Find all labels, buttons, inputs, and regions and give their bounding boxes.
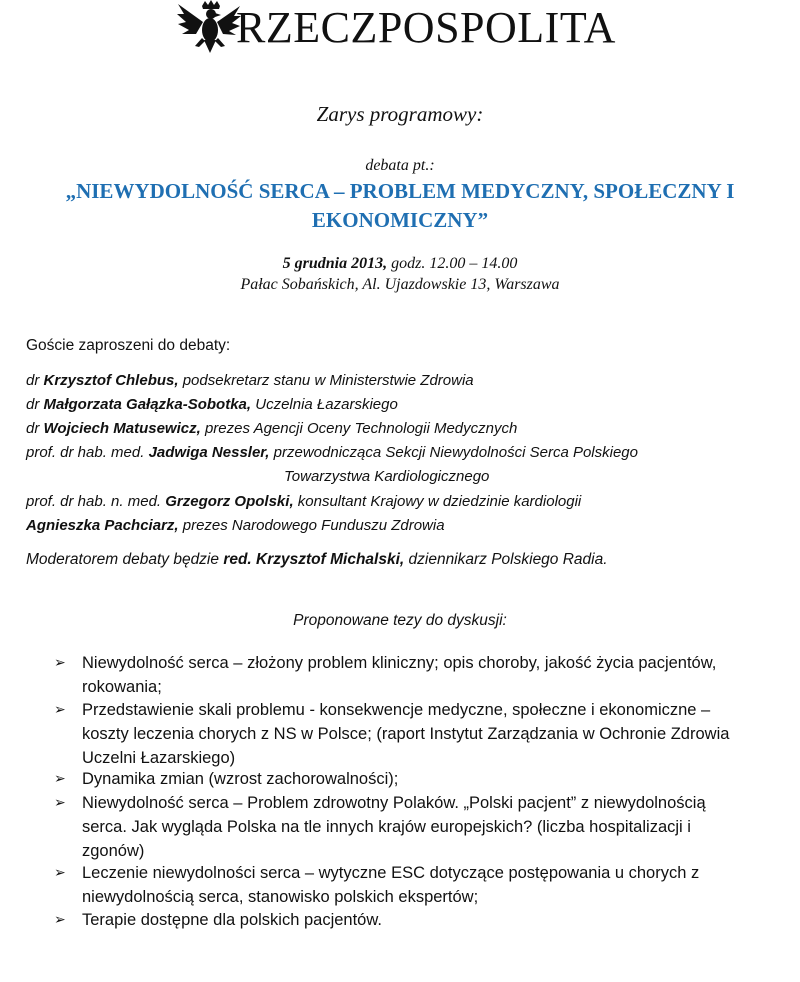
arrowhead-bullet-icon: ➢ (54, 795, 66, 811)
thesis-line: zgonów) (82, 842, 145, 860)
guest-name: Jadwiga Nessler, (148, 444, 270, 461)
moderator-suffix: dziennikarz Polskiego Radia. (404, 551, 608, 568)
guest-title: prof. dr hab. med. (26, 444, 149, 461)
guest-line (26, 517, 445, 534)
guests-heading: Goście zaproszeni do debaty: (26, 337, 231, 354)
event-time: godz. 12.00 – 14.00 (387, 255, 518, 272)
guest-line (26, 493, 581, 510)
guest-name: Wojciech Matusewicz, (43, 420, 201, 437)
guest-name: Małgorzata Gałązka-Sobotka, (43, 396, 252, 413)
thesis-text (82, 861, 772, 909)
guest-line (26, 372, 474, 389)
debate-title-line-1: „NIEWYDOLNOŚĆ SERCA – PROBLEM MEDYCZNY, SPOŁECZNY I (65, 179, 735, 203)
debate-title-line-2: EKONOMICZNY” (311, 208, 489, 232)
debate-prefix: debata pt.: (365, 157, 435, 174)
guest-role: konsultant Krajowy w dziedzinie kardiologii (293, 493, 582, 510)
thesis-line: Przedstawienie skali problemu - konsekwencje medyczne, społeczne i ekonomiczne – (82, 701, 711, 719)
arrowhead-bullet-icon: ➢ (54, 771, 66, 787)
thesis-line: Terapie dostępne dla polskich pacjentów. (82, 911, 382, 929)
guest-role: prezes Narodowego Funduszu Zdrowia (178, 517, 445, 534)
guest-name: Krzysztof Chlebus, (43, 372, 179, 389)
event-place: Pałac Sobańskich, Al. Ujazdowskie 13, Warszawa (240, 276, 560, 293)
moderator-line (26, 551, 608, 569)
thesis-line: Dynamika zmian (wzrost zachorowalności); (82, 770, 399, 788)
arrowhead-bullet-icon: ➢ (54, 655, 66, 671)
thesis-text (82, 698, 772, 770)
thesis-line: Uczelni Łazarskiego) (82, 749, 236, 767)
thesis-text (82, 908, 772, 932)
guest-line (26, 444, 638, 461)
moderator-prefix: Moderatorem debaty będzie (26, 551, 224, 568)
event-date: 5 grudnia 2013, (282, 255, 388, 272)
guest-title: dr (26, 372, 44, 389)
arrowhead-bullet-icon: ➢ (54, 865, 66, 881)
guest-role: Uczelnia Łazarskiego (251, 396, 398, 413)
thesis-line: koszty leczenia chorych z NS w Polsce; (raport Instytut Zarządzania w Ochronie Zdrowia (82, 725, 730, 743)
thesis-line: rokowania; (82, 678, 162, 696)
guest-role: przewodnicząca Sekcji Niewydolności Serca Polskiego (269, 444, 638, 461)
moderator-name: red. Krzysztof Michalski, (223, 551, 405, 568)
thesis-line: Leczenie niewydolności serca – wytyczne ESC dotyczące postępowania u chorych z (82, 864, 700, 882)
guest-line (26, 396, 398, 413)
debate-title (0, 177, 800, 235)
guest-role: prezes Agencji Oceny Technologii Medycznych (200, 420, 518, 437)
arrowhead-bullet-icon: ➢ (54, 702, 66, 718)
guest-line (26, 420, 517, 437)
theses-heading: Proponowane tezy do dyskusji: (293, 612, 507, 629)
guest-name: Agnieszka Pachciarz, (26, 517, 179, 534)
thesis-line: niewydolnością serca, stanowisko polskich ekspertów; (82, 888, 479, 906)
guest-title: dr (26, 420, 44, 437)
thesis-line: serca. Jak wygląda Polska na tle innych krajów europejskich? (liczba hospitalizacji i (82, 818, 691, 836)
thesis-text (82, 651, 772, 699)
eagle-emblem-icon (176, 0, 242, 54)
document-subtitle: Zarys programowy: (316, 102, 484, 126)
masthead (176, 0, 616, 56)
arrowhead-bullet-icon: ➢ (54, 912, 66, 928)
guest-name: Grzegorz Opolski, (165, 493, 294, 510)
thesis-line: Niewydolność serca – Problem zdrowotny Polaków. „Polski pacjent” z niewydolnością (82, 794, 706, 812)
guest-title: prof. dr hab. n. med. (26, 493, 166, 510)
guest-role: podsekretarz stanu w Ministerstwie Zdrowia (178, 372, 474, 389)
guest-title: dr (26, 396, 44, 413)
thesis-text (82, 767, 772, 791)
guest-role-continuation: Towarzystwa Kardiologicznego (284, 468, 490, 485)
event-date-time (0, 255, 800, 273)
thesis-line: Niewydolność serca – złożony problem kliniczny; opis choroby, jakość życia pacjentów, (82, 654, 717, 672)
masthead-logo-text: RZECZPOSPOLITA (236, 3, 616, 52)
thesis-text (82, 791, 772, 863)
